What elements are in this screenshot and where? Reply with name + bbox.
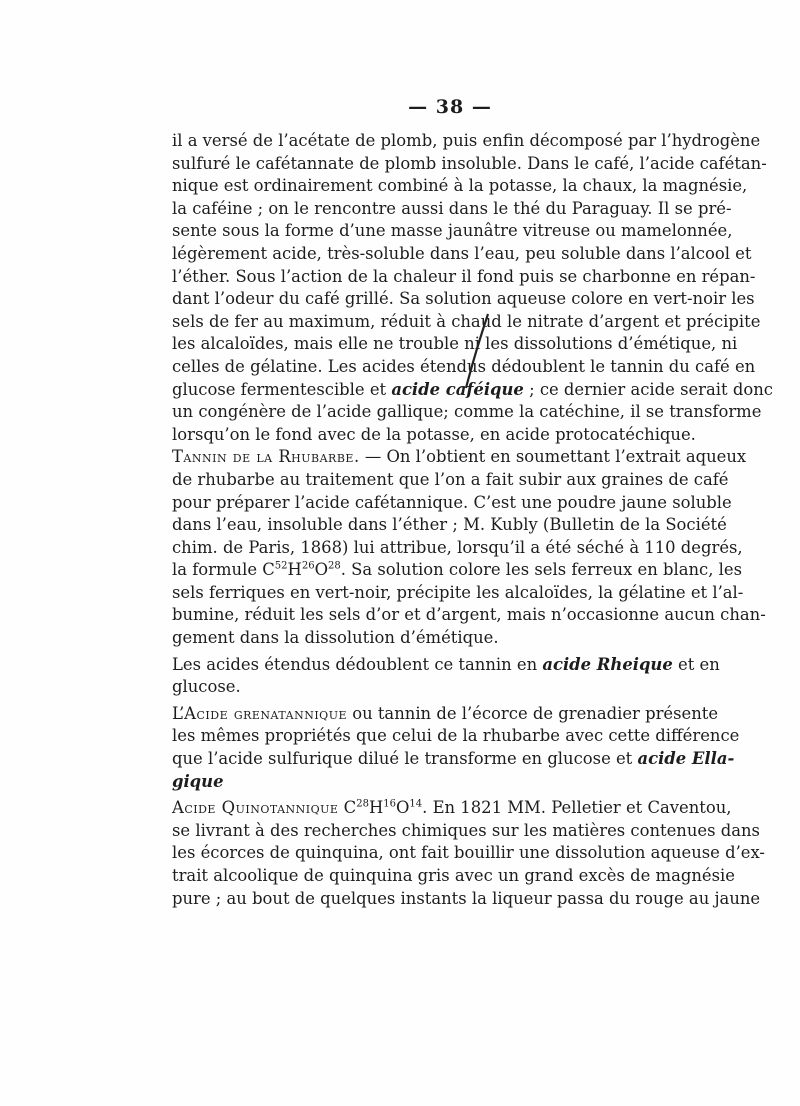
text-run: trait alcoolique de quinquina gris avec un grand excès de magnésie [172, 866, 735, 885]
superscript: 28 [328, 560, 341, 572]
text-run: les écorces de quinquina, ont fait bouillir une dissolution aqueuse d’ex- [172, 843, 765, 863]
text-line [172, 153, 767, 176]
text-line [172, 888, 761, 911]
text-run: il a versé de l’acétate de plomb, puis enfin décomposé par l’hydrogène [172, 131, 761, 150]
text-line [172, 243, 752, 266]
text-line [172, 379, 773, 402]
text-line [172, 446, 747, 469]
text-run: ou tannin de l’écorce de grenadier présente [347, 703, 719, 723]
superscript: 14 [409, 798, 423, 810]
page-number: — 38 — [408, 96, 492, 118]
text-line [172, 220, 733, 243]
text-run: pure ; au bout de quelques instants la liqueur passa du rouge au jaune [172, 888, 761, 908]
text-run: Les acides étendus dédoublent ce tannin en [172, 654, 543, 674]
text-run: celles de gélatine. Les acides étendus dédoublent le tannin du café en [172, 356, 756, 376]
italic-term: acide Ella- [637, 749, 735, 769]
text-line [172, 469, 729, 492]
superscript: 52 [274, 560, 288, 572]
text-line [172, 627, 712, 650]
text-line [172, 514, 727, 537]
superscript: 28 [356, 798, 369, 810]
text-line [172, 266, 756, 289]
text-line [172, 842, 765, 865]
text-line [172, 333, 738, 356]
text-run: C [338, 798, 357, 818]
text-line [172, 582, 744, 605]
text-line [172, 356, 756, 379]
text-line [172, 559, 742, 582]
small-caps-heading: Acide grenatannique [184, 703, 347, 723]
text-run: glucose. [172, 677, 241, 697]
text-run: et en [672, 654, 720, 674]
superscript: 16 [383, 798, 396, 810]
text-run: dant l’odeur du café grillé. Sa solution aqueuse colore en vert-noir les [172, 289, 755, 309]
text-run: pour préparer l’acide cafétannique. C’est une poudre jaune soluble [172, 492, 732, 512]
text-run: l’éther. Sous l’action de la chaleur il fond puis se charbonne en répan- [172, 266, 756, 286]
text-run: un congénère de l’acide gallique; comme la catéchine, il se transforme [172, 402, 762, 422]
text-run: . En 1821 MM. Pelletier et Caventou, [422, 798, 732, 818]
text-line [172, 311, 761, 334]
text-run: dans l’eau, insoluble dans l’éther ; M. Kubly (Bulletin de la Société [172, 515, 727, 535]
text-run: H [368, 798, 384, 818]
text-run: glucose fermentescible et [172, 379, 392, 399]
text-line [172, 175, 748, 198]
text-run: légèrement acide, très-soluble dans l’eau, peu soluble dans l’alcool et [172, 243, 752, 263]
text-run: sels de fer au maximum, réduit à chaud le nitrate d’argent et précipite [172, 311, 761, 331]
text-line [172, 424, 712, 447]
text-run: lorsqu’on le fond avec de la potasse, en acide protocatéchique. [172, 424, 696, 444]
text-run: la formule C [172, 560, 275, 580]
text-run: chim. de Paris, 1868) lui attribue, lorsqu’il a été séché à 110 degrés, [172, 537, 743, 557]
text-run: L’ [172, 703, 185, 723]
text-run: O [395, 798, 410, 818]
text-line [172, 130, 761, 153]
text-run: gement dans la dissolution d’émétique. [172, 628, 499, 648]
text-run: sente sous la forme d’une masse jaunâtre vitreuse ou mamelonnée, [172, 221, 733, 241]
text-line [172, 654, 720, 677]
text-line [172, 725, 740, 748]
text-run: . Sa solution colore les sels ferreux en blanc, les [340, 560, 742, 580]
text-line [172, 492, 732, 515]
text-run: les alcaloïdes, mais elle ne trouble ni les dissolutions d’émétique, ni [172, 334, 738, 354]
small-caps-heading: Tannin de la Rhubarbe. [172, 447, 360, 467]
text-line [172, 771, 712, 794]
text-run: nique est ordinairement combiné à la potasse, la chaux, la magnésie, [172, 176, 748, 196]
text-line [172, 865, 735, 888]
text-line [172, 797, 732, 820]
text-run: que l’acide sulfurique dilué le transforme en glucose et [172, 749, 638, 769]
text-run: les mêmes propriétés que celui de la rhubarbe avec cette différence [172, 726, 740, 746]
text-run: O [314, 560, 328, 580]
superscript: 26 [301, 560, 315, 572]
text-run: ; ce dernier acide serait donc [523, 379, 773, 399]
text-run: sulfuré le cafétannate de plomb insoluble. Dans le café, l’acide cafétan- [172, 153, 767, 173]
text-line [172, 401, 762, 424]
text-run: H [287, 560, 302, 580]
text-run: bumine, réduit les sels d’or et d’argent, mais n’occasionne aucun chan- [172, 605, 766, 625]
text-line [172, 604, 766, 627]
text-run: — On l’obtient en soumettant l’extrait aqueux [359, 447, 747, 467]
italic-term: acide Rheique [542, 654, 673, 674]
text-line [172, 748, 735, 771]
italic-term: gique [172, 771, 224, 791]
text-line [172, 703, 719, 726]
small-caps-heading: Acide Quinotannique [172, 798, 339, 818]
italic-term: acide caféique [391, 379, 524, 399]
text-line [172, 198, 732, 221]
text-line [172, 676, 712, 699]
text-run: la caféine ; on le rencontre aussi dans le thé du Paraguay. Il se pré- [172, 198, 732, 218]
text-line [172, 820, 760, 843]
text-run: de rhubarbe au traitement que l’on a fait subir aux graines de café [172, 469, 729, 489]
text-line [172, 537, 743, 560]
body-text [172, 130, 773, 910]
text-run: se livrant à des recherches chimiques sur les matières contenues dans [172, 820, 760, 840]
text-line [172, 288, 755, 311]
text-run: sels ferriques en vert-noir, précipite les alcaloïdes, la gélatine et l’al- [172, 582, 744, 602]
